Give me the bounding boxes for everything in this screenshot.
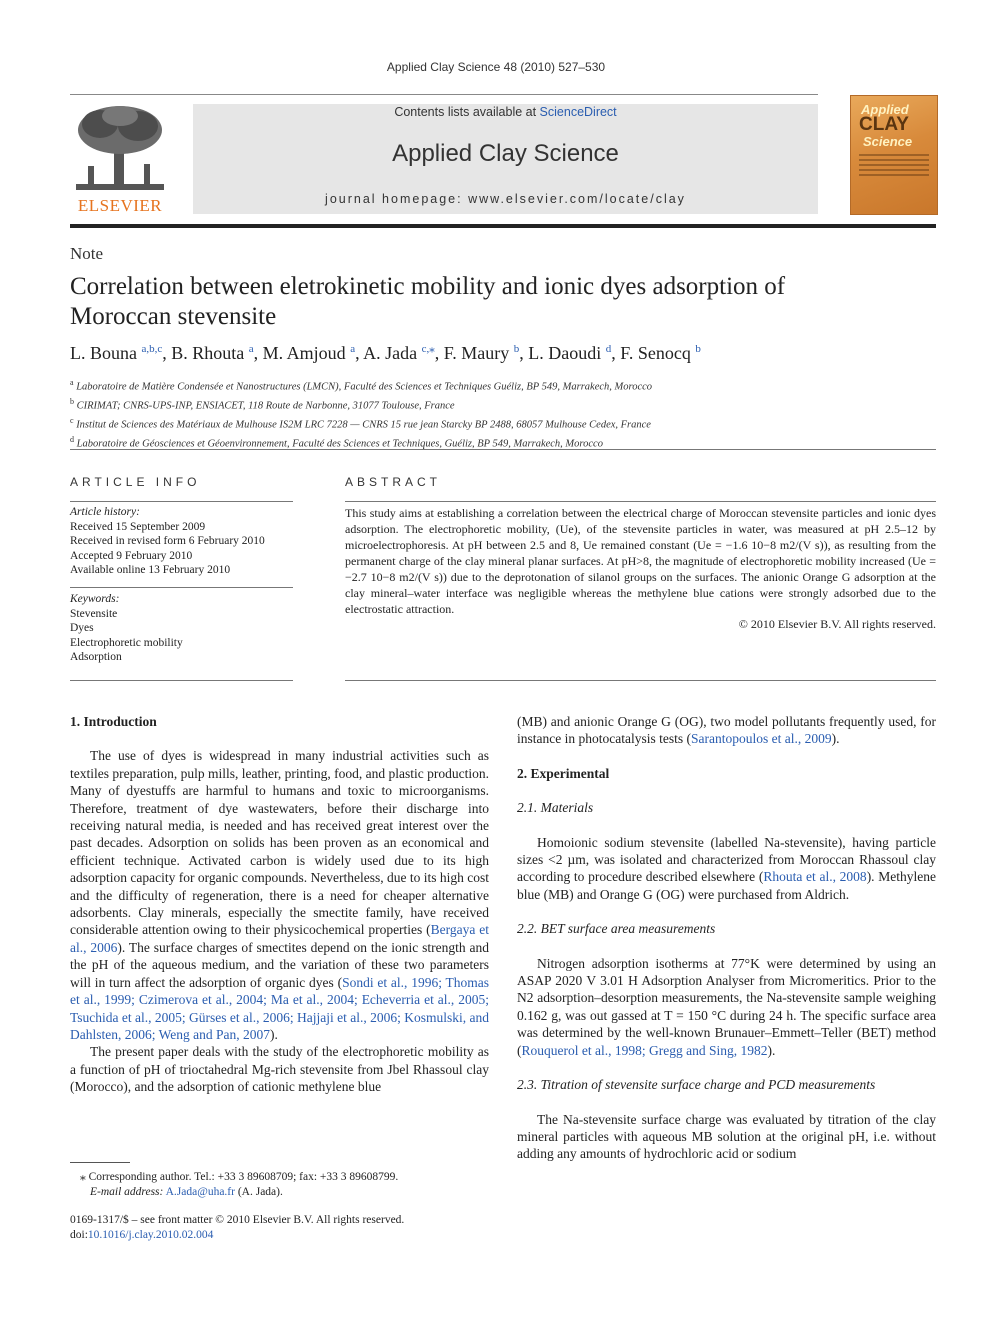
author-name: L. Daoudi: [528, 343, 606, 363]
affiliation-key: a: [70, 378, 74, 387]
author-separator: ,: [355, 343, 364, 363]
author-affiliation-marker[interactable]: d: [605, 343, 612, 355]
affiliation-text: Institut de Sciences des Matériaux de Mulhouse IS2M LRC 7228 — CNRS 15 rue jean Starcky BP 2488, 68057 Mulhouse Cedex, France: [73, 419, 651, 431]
author-separator: ,: [611, 343, 621, 363]
journal-cover-thumbnail: [850, 95, 938, 215]
author-name: A. Jada: [363, 343, 422, 363]
ref-rhouta[interactable]: Rhouta et al., 2008: [763, 869, 867, 885]
contents-prefix: Contents lists available at: [394, 105, 540, 119]
abstract-bottom-rule: [345, 680, 936, 681]
article-history-block: [70, 505, 293, 578]
titration-paragraph: The Na-stevensite surface charge was evaluated by titration of the clay mineral particles with aqueous MB solution at the original pH, i.e. without adding any amounts of hydrochloric acid or sodium: [517, 1111, 936, 1162]
issn-line: 0169-1317/$ – see front matter © 2010 Elsevier B.V. All rights reserved.: [70, 1214, 405, 1226]
ref-bergaya[interactable]: Bergaya et al., 2006: [70, 922, 489, 955]
author-affiliation-marker[interactable]: a: [248, 343, 254, 355]
materials-heading: 2.1. Materials: [517, 800, 594, 816]
author-separator: ,: [519, 343, 529, 363]
affiliation-text: Laboratoire de Matière Condensée et Nanostructures (LMCN), Faculté des Sciences et Techniques Guéliz, BP 549, Marrakech, Morocco: [73, 381, 653, 393]
keywords-label: Keywords:: [70, 593, 120, 605]
author-affiliation-marker[interactable]: b: [513, 343, 520, 355]
email-label: E-mail address:: [90, 1186, 164, 1198]
cover-word-3: Science: [863, 134, 913, 149]
affiliation-list: [70, 376, 936, 452]
bet-end: ).: [767, 1042, 776, 1058]
journal-homepage[interactable]: journal homepage: www.elsevier.com/locate/clay: [325, 192, 686, 206]
contents-line: [193, 105, 818, 119]
left-column: [70, 713, 489, 1096]
bet-paragraph: [517, 955, 936, 1059]
divider-rule: [70, 449, 936, 450]
right-column: [517, 713, 936, 1163]
affiliation-item: [70, 376, 936, 395]
corresponding-author-footnote: [70, 1170, 489, 1200]
article-info-heading: ARTICLE INFO: [70, 475, 201, 489]
footnote-rule: [70, 1162, 130, 1163]
experimental-heading: 2. Experimental: [517, 765, 610, 781]
author-separator: ,: [253, 343, 263, 363]
cover-text-lines: [859, 154, 929, 179]
history-received: Received 15 September 2009: [70, 520, 206, 533]
front-matter-footer: [70, 1213, 489, 1243]
right-p0-text: (MB) and anionic Orange G (OG), two model pollutants frequently used, for instance in photocatalysis tests (: [517, 714, 936, 747]
abstract-heading: ABSTRACT: [345, 475, 442, 489]
intro-p1-text: The use of dyes is widespread in many industrial activities such as textiles preparation, pulp mills, leather, printing, food, and plastic production. Many of dyestuffs are harmful to humans and toxic to microorganisms. Therefore, treatment of dye wastewaters, before their discharge into receiving natural media, is needed and has received great interest over the past decades. Adsorption on solids has been proven as an economical and efficient technique. Activated carbon is widely used due to its high adsorption capacity for organic compounds. Nevertheless, due to its high cost and the difficulty of regeneration, there is a need for cheaper alternative adsorbents. Clay minerals, especially the smectite family, have received considerable attention owing to their physicochemical properties (: [70, 748, 489, 938]
author-separator: ,: [434, 343, 444, 363]
affiliation-key: c: [70, 416, 74, 425]
intro-paragraph-2: The present paper deals with the study of the electrophoretic mobility as a function of pH of trioctahedral Mg-rich stevensite from Jbel Rhassoul clay (Morocco), and the adsorption of cationic methylene blue: [70, 1044, 489, 1095]
ref-list-organic-dyes[interactable]: Sondi et al., 1996; Thomas et al., 1999; Czimerova et al., 2004; Ma et al., 2004; Echeverria et al., 2005; Tsuchida et al., 2005; Gürses et al., 2006; Hajjaji et al., 2006; Kosmulski, and Dahlsten, 2006; Weng and Pan, 2007: [70, 974, 489, 1042]
affiliation-text: CIRIMAT; CNRS-UPS-INP, ENSIACET, 118 Route de Narbonne, 31077 Toulouse, France: [74, 400, 455, 412]
author-affiliation-marker[interactable]: b: [695, 343, 701, 355]
sciencedirect-link[interactable]: ScienceDirect: [539, 105, 617, 119]
header-bottom-rule: [70, 224, 936, 228]
intro-paragraph-1: [70, 747, 489, 1043]
ref-sarantopoulos[interactable]: Sarantopoulos et al., 2009: [690, 731, 832, 747]
cover-word-2: CLAY: [859, 114, 909, 135]
materials-end: ). Methylene blue (MB) and Orange G (OG) were purchased from Aldrich.: [517, 869, 936, 902]
titration-heading: 2.3. Titration of stevensite surface charge and PCD measurements: [517, 1077, 876, 1093]
author-list: [70, 342, 936, 364]
abstract-rule: [345, 501, 936, 502]
history-accepted: Accepted 9 February 2010: [70, 549, 193, 562]
header-top-rule: [70, 94, 818, 95]
materials-paragraph: [517, 834, 936, 904]
affiliation-key: b: [70, 397, 74, 406]
abstract-copyright: © 2010 Elsevier B.V. All rights reserved.: [738, 617, 936, 631]
intro-paragraph-2-cont: [517, 713, 936, 748]
ref-rouquerol-gregg[interactable]: Rouquerol et al., 1998; Gregg and Sing, 1982: [521, 1042, 768, 1058]
author-name: F. Maury: [443, 343, 514, 363]
email-link[interactable]: A.Jada@uha.fr: [165, 1186, 235, 1198]
history-online: Available online 13 February 2010: [70, 564, 231, 576]
affiliation-key: d: [70, 435, 74, 444]
cover-word-1: Applied: [861, 102, 909, 117]
affiliation-item: [70, 395, 936, 414]
bet-text: Nitrogen adsorption isotherms at 77°K were determined by using an ASAP 2020 V 3.01 H Adsorption Analyser from Micromeritics. Prior to the N2 adsorption–desorption measurements, the Na-stevensite sample weighing 0.162 g, was out gassed at T = 150 °C during 24 h. The specific surface area was determined by the well-known Brunauer–Emmett–Teller (BET) method (: [517, 955, 936, 1058]
author-name: L. Bouna: [70, 343, 142, 363]
doi-label: doi:: [70, 1229, 88, 1241]
keyword-item: Adsorption: [70, 651, 122, 663]
author-affiliation-marker[interactable]: a: [350, 343, 356, 355]
article-info-bottom-rule: [70, 680, 293, 681]
author-separator: ,: [162, 343, 172, 363]
affiliation-text: Laboratoire de Géosciences et Géoenvironnement, Faculté des Sciences et Techniques, Guéliz, BP 549, Marrakech, Morocco: [74, 438, 603, 450]
author-name: F. Senocq: [620, 343, 696, 363]
doi-line: [70, 1228, 489, 1243]
materials-text: Homoionic sodium stevensite (labelled Na-stevensite), having particle sizes <2 µm, was isolated and characterized from Moroccan Rhassoul clay according to procedure described elsewhere (: [517, 834, 936, 885]
corresponding-author-line: ⁎ Corresponding author. Tel.: +33 3 89608709; fax: +33 3 89608799.: [80, 1171, 399, 1183]
intro-p1-end: ).: [270, 1026, 278, 1042]
article-type: Note: [70, 244, 104, 263]
email-line: [80, 1185, 489, 1200]
author-affiliation-marker[interactable]: c,⁎: [421, 343, 435, 355]
right-p0-end: ).: [831, 731, 840, 747]
intro-heading: 1. Introduction: [70, 714, 157, 729]
intro-p1-mid: ). The surface charges of smectites depend on the ionic strength and the pH of the aqueous medium, and the variation of these two parameters will in turn affect the adsorption of organic dyes (: [70, 939, 489, 990]
keywords-rule: [70, 587, 293, 588]
author-name: M. Amjoud: [262, 343, 351, 363]
keywords-block: [70, 592, 293, 665]
author-name: B. Rhouta: [171, 343, 249, 363]
history-label: Article history:: [70, 506, 140, 518]
keyword-item: Electrophoretic mobility: [70, 636, 183, 649]
article-title: Correlation between eletrokinetic mobility and ionic dyes adsorption of Moroccan stevensite: [70, 273, 786, 330]
history-revised: Received in revised form 6 February 2010: [70, 535, 265, 547]
author-affiliation-marker[interactable]: a,b,c: [141, 343, 163, 355]
bet-heading: 2.2. BET surface area measurements: [517, 921, 716, 937]
affiliation-item: [70, 414, 936, 433]
abstract-text: This study aims at establishing a correlation between the electrical charge of Moroccan stevensite particles and ionic dyes adsorption. The electrophoretic mobility, (Ue), of the stevensite particles in water, was measured at pH 2.5–12 by microelectrophoresis. At pH between 2.5 and 8, Ue remained constant (Ue = −1.6 10−8 m2/(V s)), as resulting from the permanent charge of the clay mineral planar surfaces. At pH>8, the magnitude of electrophoretic mobility increased (Ue = −2.7 10−8 m2/(V s)) due to the deprotonation of silanol groups on the surfaces. The anionic Orange G adsorption at the clay mineral–water interface was negligible whereas the methylene blue cations were strongly adsorbed due to the electrostatic attraction.: [345, 506, 936, 616]
keyword-item: Stevensite: [70, 607, 118, 620]
doi-link[interactable]: 10.1016/j.clay.2010.02.004: [87, 1229, 214, 1241]
keyword-item: Dyes: [70, 622, 94, 634]
journal-citation: Applied Clay Science 48 (2010) 527–530: [386, 60, 606, 74]
email-suffix: (A. Jada).: [237, 1186, 283, 1198]
article-info-rule: [70, 501, 293, 502]
elsevier-wordmark: ELSEVIER: [77, 196, 163, 215]
journal-name: Applied Clay Science: [392, 140, 619, 167]
